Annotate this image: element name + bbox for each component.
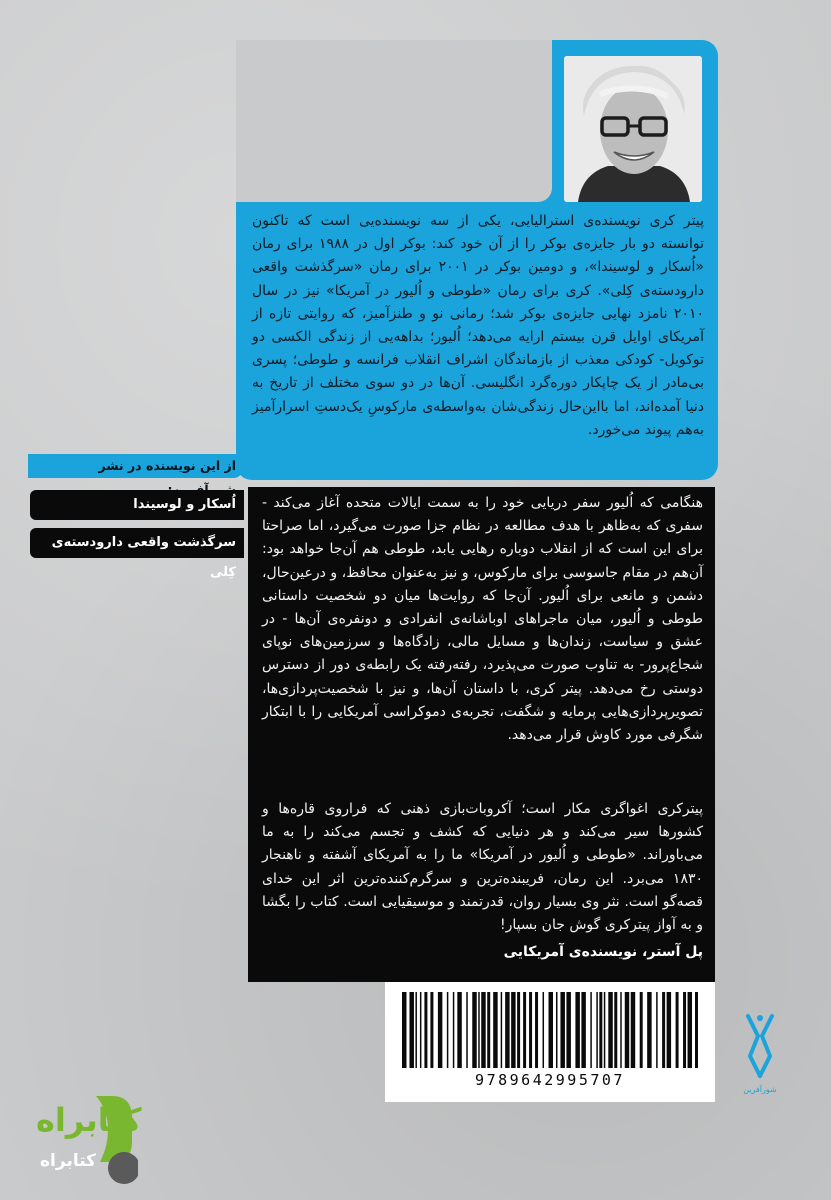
barcode-bar <box>501 992 502 1068</box>
barcode-bar <box>466 992 467 1068</box>
barcode-bar <box>640 992 643 1068</box>
barcode-bar <box>631 992 635 1068</box>
barcode-bar <box>575 992 579 1068</box>
barcode-bar <box>581 992 585 1068</box>
barcode-bar <box>556 992 557 1068</box>
barcode-icon <box>398 992 702 1068</box>
barcode-bar <box>667 992 671 1068</box>
isbn-number: 9789642995707 <box>475 1071 625 1089</box>
other-books-heading: از این نویسنده در نشر <box>28 454 242 478</box>
barcode-bar <box>472 992 476 1068</box>
barcode-bar <box>535 992 538 1068</box>
barcode-bar <box>662 992 665 1068</box>
panel-cutout <box>236 40 552 202</box>
barcode-bar <box>543 992 544 1068</box>
barcode-bar <box>688 992 692 1068</box>
barcode-bar <box>614 992 617 1068</box>
review-quote: پیترکری اغواگری مکار است؛ آکروبات‌بازی ذهنی که فراروی قاره‌ها و کشورها سیر می‌کند و هر دنیایی که کشف و تجسم می‌کند را به ما می‌باوراند. «طوطی و اُلیور در آمریکا» ما را به آمریکای آشفته و ناهنجار ۱۸۳۰ می‌برد. این رمان، فریبنده‌ترین و سرگرم‌کننده‌ترین اثر این خدای قصه‌گو است. نثر وی بسیار روان، قدرتمند و موسیقیایی است. کتاب را بگشا و به آواز پیترکری گوش جان بسپار! <box>262 801 703 934</box>
barcode-bar <box>625 992 629 1068</box>
ketabrah-wordmark: کتابراه <box>36 1101 142 1139</box>
barcode-bar <box>505 992 509 1068</box>
publisher-logo-caption: شورآفرین <box>743 1085 777 1094</box>
barcode-bar <box>415 992 416 1068</box>
barcode-bar <box>566 992 570 1068</box>
book-title-true-history-kelly-gang: سرگذشت واقعی دارودسته‌ی کِلی <box>30 528 244 558</box>
barcode-bar <box>409 992 413 1068</box>
barcode-bar <box>402 992 406 1068</box>
barcode-bar <box>549 992 553 1068</box>
barcode-bar <box>608 992 612 1068</box>
barcode-bar <box>604 992 605 1068</box>
barcode-bar <box>487 992 490 1068</box>
barcode-bar <box>560 992 564 1068</box>
author-bio-text: پیتر کری نویسنده‌ی استرالیایی، یکی از سه نویسنده‌یی است که تاکنون توانسته دو بار جایزه‌ی بوکر را از آن خود کند: بوکر اول در ۱۹۸۸ برای رمان «اُسکار و لوسیندا»، و دومین بوکر در ۲۰۰۱ برای رمان «سرگذشت واقعی دارودسته‌ی کِلی». کری برای رمان «طوطی و اُلیور در آمریکا» نیز در سال ۲۰۱۰ نامزد نهایی جایزه‌ی بوکر شد؛ رمانی نو و طنزآمیز، که روایتی تازه از آمریکای اوایل قرن بیستم ارایه می‌دهد؛ اُلیور؛ بداهه‌یی از زندگی الکسی دو توکویل- کودکی معذب از بازماندگان اشراف انقلاب فرانسه و طوطی؛ پسری بی‌مادر از یک چاپکار دوره‌گرد انگلیسی. آن‌ها در دو سوی مختلف از تاریخ به دنیا آمده‌اند، اما بااین‌حال زندگی‌شان به‌واسطه‌ی مارکوسِ یک‌دستِ اسرارآمیز به‌هم پیوند می‌خورد. <box>252 213 704 438</box>
author-photo <box>564 56 702 202</box>
book-title-oscar-and-lucinda: اُسکار و لوسیندا <box>30 490 244 520</box>
publisher-logo-icon <box>742 1012 778 1098</box>
barcode-bar <box>599 992 602 1068</box>
synopsis-paragraph: هنگامی که اُلیور سفر دریایی خود را به سمت ایالات متحده آغاز می‌کند - سفری که به‌ظاهر با هدف مطالعه در نظام جزا صورت می‌گیرد، اما صراحتا برای این است که از انقلاب دوباره رهایی یابد، طوطی هم آن‌جا خواهد بود: آن‌هم در مقام جاسوسی برای مارکوس، و نیز به‌عنوان محافظ، و درعین‌حال، دشمن و مانعی برای اُلیور. آن‌جا که روایت‌ها میان دو شخصیت داستانی طوطی و اُلیور، میان ماجراهای اوباشانه‌ی انفرادی و دونفره‌ی آن‌ها - در عشق و سیاست، زندان‌ها و مسایل مالی، زادگاه‌ها و سرزمین‌های نوپای شجاع‌پرور- به تناوب صورت می‌پذیرد، رفته‌رفته یک رابطه‌ی دور از دسترس دوستی رخ می‌دهد. پیتر کری، با داستان آن‌ها، و نیز با شخصیت‌پردازی‌ها، تصویرپردازی‌هایی پرمایه و شگفت، تجربه‌ی دموکراسی آمریکایی را با ابتکار شگرفی مورد کاوش قرار می‌دهد. <box>262 495 703 744</box>
barcode-bar <box>430 992 433 1068</box>
ketabrah-wordmark-small: کتابراه <box>40 1151 97 1171</box>
barcode-bar <box>478 992 479 1068</box>
barcode-bar <box>457 992 461 1068</box>
barcode-bar <box>511 992 515 1068</box>
barcode-bar <box>590 992 591 1068</box>
barcode-bar <box>481 992 485 1068</box>
barcode-bar <box>647 992 651 1068</box>
barcode-bar <box>438 992 442 1068</box>
barcode-bar <box>676 992 679 1068</box>
barcode-bar <box>620 992 621 1068</box>
barcode-bar <box>420 992 421 1068</box>
barcode-bar <box>523 992 526 1068</box>
quote-attribution: پل آستر، نویسنده‌ی آمریکایی <box>503 944 703 960</box>
barcode-bar <box>683 992 686 1068</box>
barcode-bar <box>424 992 427 1068</box>
barcode-bar <box>656 992 657 1068</box>
barcode-bar <box>596 992 597 1068</box>
barcode-bar <box>493 992 497 1068</box>
author-portrait-illustration <box>564 56 702 202</box>
barcode-bar <box>447 992 448 1068</box>
barcode-bar <box>517 992 520 1068</box>
barcode-bar <box>695 992 698 1068</box>
barcode-bar <box>529 992 532 1068</box>
barcode-bar <box>453 992 454 1068</box>
